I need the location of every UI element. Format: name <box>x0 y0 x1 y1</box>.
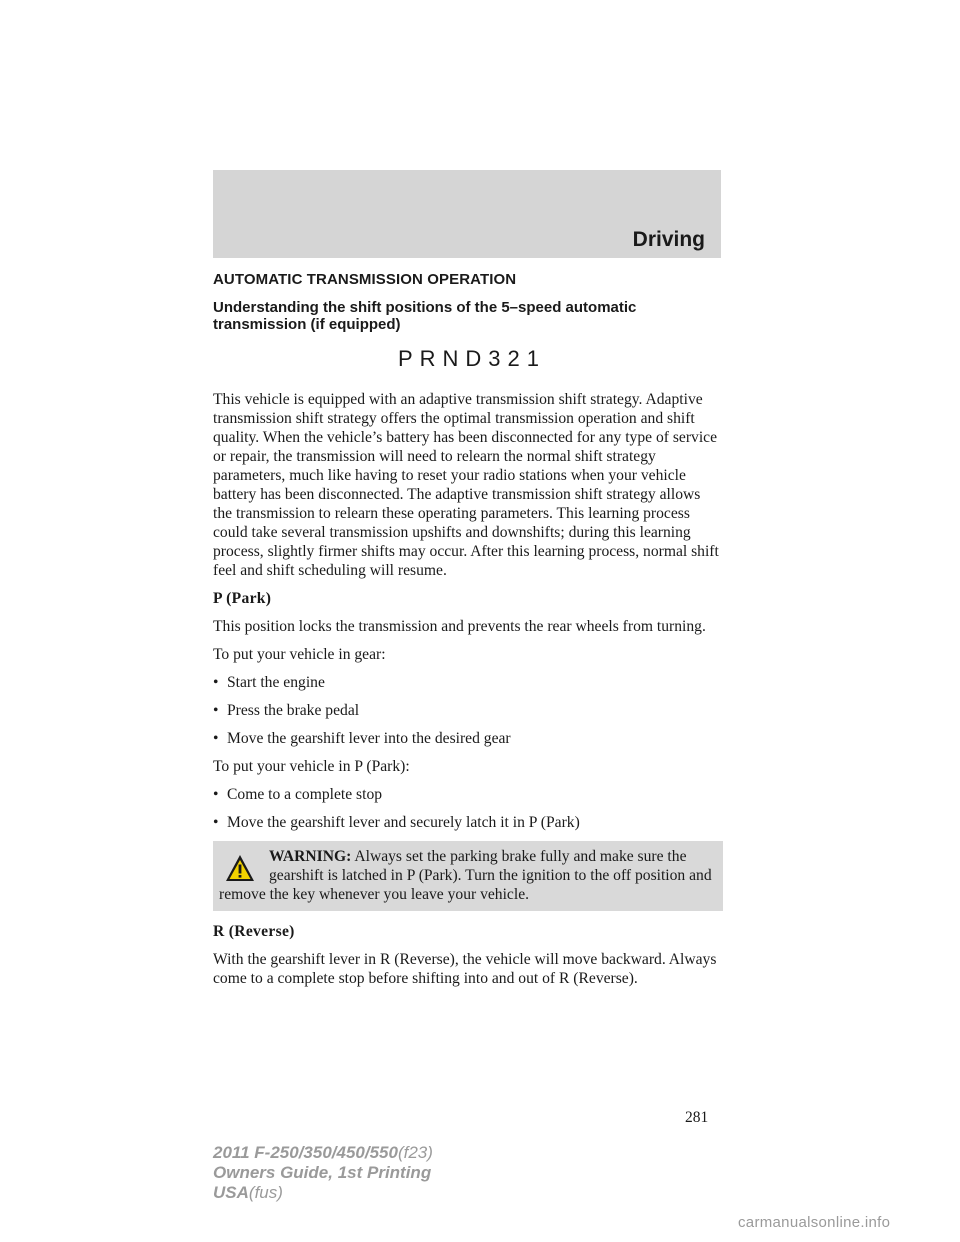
intro-paragraph: This vehicle is equipped with an adaptive transmission shift strategy. Adaptive transmission shift strategy offers the optimal transmission operation and shift quality. When the vehicle’s battery has been disconnected for any type of service or repair, the transmission will need to relearn the normal shift strategy parameters, much like having to reset your radio stations when your vehicle battery has been disconnected. The adaptive transmission shift strategy allows the transmission to relearn these operating parameters. This learning process could take several transmission upshifts and downshifts; during this learning process, slightly firmer shifts may occur. After this learning process, normal shift feel and shift scheduling will resume. <box>213 391 719 579</box>
park-description: This position locks the transmission and prevents the rear wheels from turning. <box>213 618 706 635</box>
list-item: • Move the gearshift lever and securely latch it in P (Park) <box>213 814 580 831</box>
bullet-icon: • <box>213 814 219 831</box>
subheading-line-2: transmission (if equipped) <box>213 316 401 333</box>
footer-line-3: USA(fus) <box>213 1183 283 1202</box>
warning-text <box>219 847 715 904</box>
warning-triangle-icon <box>225 853 255 883</box>
park-steps-list <box>213 785 723 832</box>
bullet-icon: • <box>213 702 219 719</box>
list-item: • Come to a complete stop <box>213 786 383 803</box>
list-item: • Press the brake pedal <box>213 702 360 719</box>
bullet-icon: • <box>213 786 219 803</box>
park-intro: To put your vehicle in P (Park): <box>213 758 410 775</box>
bullet-icon: • <box>213 674 219 691</box>
print-footer <box>213 1143 433 1203</box>
section-heading: AUTOMATIC TRANSMISSION OPERATION <box>213 271 517 288</box>
page-number: 281 <box>685 1109 709 1126</box>
watermark-link[interactable]: carmanualsonline.info <box>738 1214 891 1231</box>
gear-intro: To put your vehicle in gear: <box>213 646 386 663</box>
warning-box <box>213 841 723 911</box>
reverse-heading: R (Reverse) <box>213 923 295 940</box>
gear-position-display: PRND321 <box>397 346 547 371</box>
gear-steps-list <box>213 673 723 748</box>
list-item: • Move the gearshift lever into the desired gear <box>213 730 511 747</box>
subheading-line-1: Understanding the shift positions of the 5–speed automatic <box>213 299 637 316</box>
park-heading: P (Park) <box>213 590 272 607</box>
reverse-description: With the gearshift lever in R (Reverse), the vehicle will move backward. Always come to a complete stop before shifting into and out of R (Reverse). <box>213 951 717 987</box>
section-header-band <box>213 170 721 258</box>
section-title: Driving <box>632 228 705 251</box>
footer-line-1: 2011 F-250/350/450/550(f23) <box>213 1143 433 1162</box>
page-content <box>213 270 723 997</box>
warning-body: Always set the parking brake fully and make sure the gearshift is latched in P (Park). Turn the ignition to the off position and remove the key whenever you leave your vehicle. <box>219 848 712 903</box>
subheading <box>213 299 723 333</box>
list-item: • Start the engine <box>213 674 325 691</box>
bullet-icon: • <box>213 730 219 747</box>
warning-label: WARNING: <box>269 848 352 865</box>
footer-line-2: Owners Guide, 1st Printing <box>213 1163 432 1182</box>
